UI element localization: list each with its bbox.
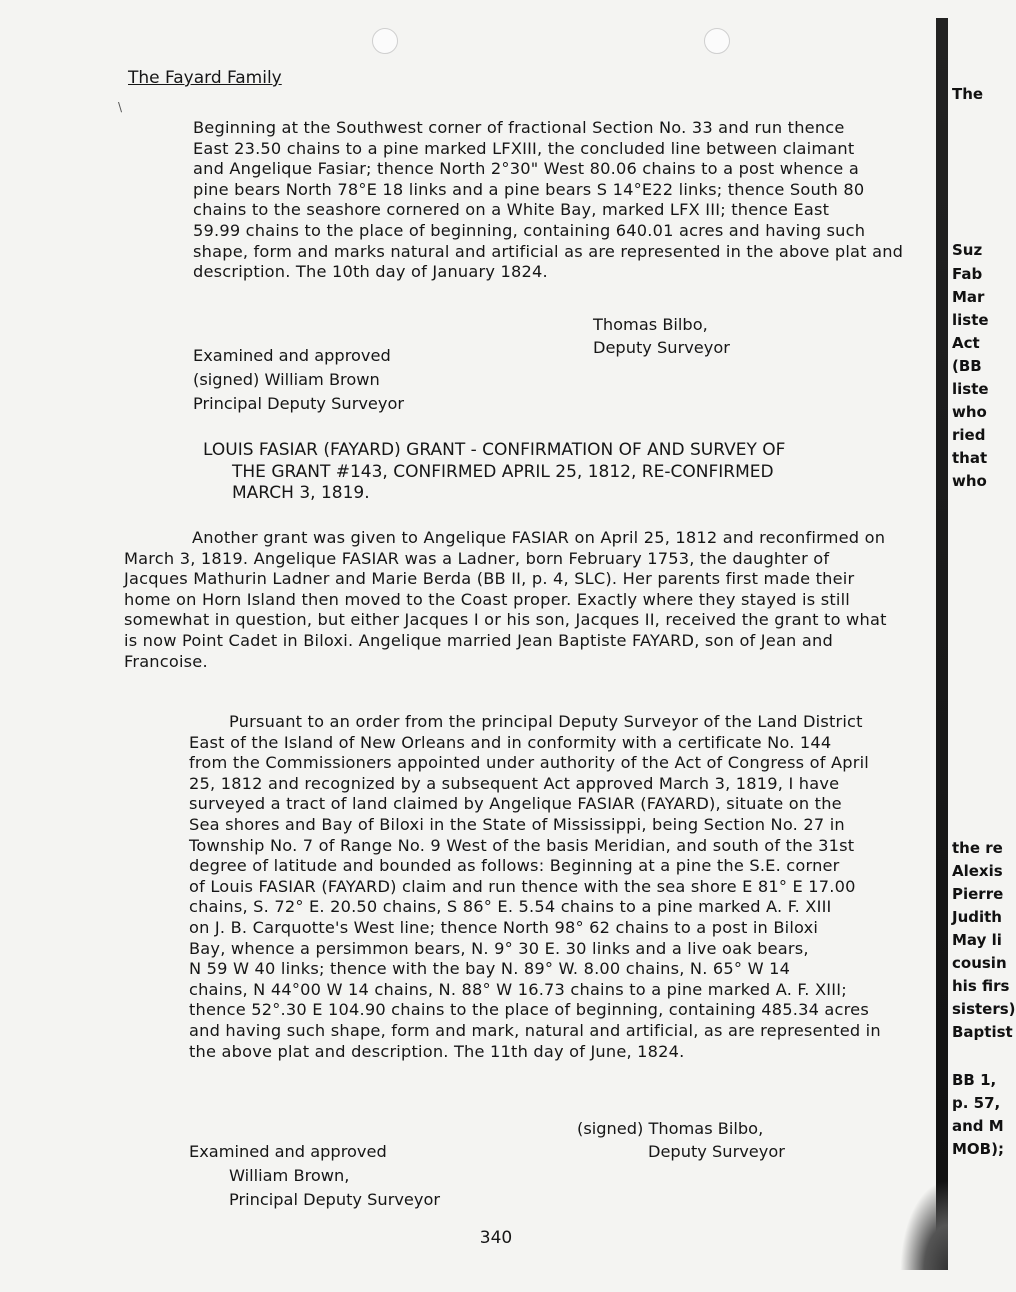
punch-hole: [704, 28, 730, 54]
page-number: 340: [479, 1228, 513, 1248]
text-line: chains, S. 72° E. 20.50 chains, S 86° E. 5.54 chains to a pine marked A. F. XIII: [189, 897, 832, 917]
text-line: shape, form and marks natural and artificial as are represented in the above plat and: [193, 241, 904, 261]
heading-line: MARCH 3, 1819.: [232, 483, 370, 503]
adjacent-page-text: the re: [952, 839, 1003, 857]
adjacent-page-text: Fab: [952, 265, 983, 283]
heading-line: THE GRANT #143, CONFIRMED APRIL 25, 1812, RE-CONFIRMED: [232, 461, 774, 482]
text-line: Sea shores and Bay of Biloxi in the State of Mississippi, being Section No. 27 in: [189, 814, 845, 834]
text-line: March 3, 1819. Angelique FASIAR was a Ladner, born February 1753, the daughter of: [124, 548, 830, 568]
narrative-paragraph: [124, 528, 887, 672]
running-header: The Fayard Family: [128, 68, 282, 88]
adjacent-page-text: Mar: [952, 288, 985, 306]
survey-paragraph-1: [193, 118, 903, 283]
signed-surveyor: (signed) Thomas Bilbo,: [577, 1119, 764, 1138]
text-line: 59.99 chains to the place of beginning, containing 640.01 acres and having such: [193, 220, 866, 240]
surveyor-title: Deputy Surveyor: [648, 1142, 785, 1161]
text-line: on J. B. Carquotte's West line; thence North 98° 62 chains to a post in Biloxi: [189, 917, 819, 937]
adjacent-page-text: who: [952, 472, 987, 490]
adjacent-page-text: liste: [952, 380, 989, 398]
punch-hole: [372, 28, 398, 54]
adjacent-page-text: and M: [952, 1117, 1004, 1135]
text-line: and Angelique Fasiar; thence North 2°30" West 80.06 chains to a post whence a: [193, 159, 859, 179]
text-line: Township No. 7 of Range No. 9 West of the basis Meridian, and south of the 31st: [189, 835, 855, 855]
adjacent-page-text: Suz: [952, 241, 983, 259]
binding-shadow: [936, 18, 948, 1268]
text-line: Beginning at the Southwest corner of fractional Section No. 33 and run thence: [193, 118, 845, 137]
text-line: surveyed a tract of land claimed by Angelique FASIAR (FAYARD), situate on the: [189, 794, 842, 814]
adjacent-page-text: (BB: [952, 357, 982, 375]
stray-mark: \: [118, 100, 123, 114]
approver-title: Principal Deputy Surveyor: [229, 1190, 441, 1209]
text-line: N 59 W 40 links; thence with the bay N. 89° W. 8.00 chains, N. 65° W 14: [189, 959, 791, 979]
adjacent-page-text: that: [952, 449, 988, 467]
text-line: is now Point Cadet in Biloxi. Angelique married Jean Baptiste FAYARD, son of Jean and: [124, 630, 833, 650]
text-line: Bay, whence a persimmon bears, N. 9° 30 E. 30 links and a live oak bears,: [189, 938, 809, 958]
text-line: Another grant was given to Angelique FASIAR on April 25, 1812 and reconfirmed on: [192, 528, 886, 547]
adjacent-page-text: who: [952, 403, 987, 421]
text-line: East 23.50 chains to a pine marked LFXIII, the concluded line between claimant: [193, 138, 855, 158]
adjacent-page-text: Act: [952, 334, 980, 352]
surveyor-title: Deputy Surveyor: [593, 338, 730, 357]
section-heading: [203, 440, 785, 505]
text-line: chains, N 44°00 W 14 chains, N. 88° W 16.73 chains to a pine marked A. F. XIII;: [189, 979, 847, 999]
adjacent-page-text: p. 57,: [952, 1094, 1001, 1112]
signed-approver: (signed) William Brown: [193, 370, 380, 389]
text-line: Jacques Mathurin Ladner and Marie Berda (BB II, p. 4, SLC). Her parents first made their: [124, 569, 855, 589]
text-line: Pursuant to an order from the principal Deputy Surveyor of the Land District: [229, 712, 863, 731]
text-line: degree of latitude and bounded as follows: Beginning at a pine the S.E. corner: [189, 856, 840, 876]
adjacent-page-text: Baptist: [952, 1023, 1013, 1041]
adjacent-page-text: BB 1,: [952, 1071, 997, 1089]
text-line: home on Horn Island then moved to the Coast proper. Exactly where they stayed is still: [124, 589, 850, 609]
text-line: 25, 1812 and recognized by a subsequent Act approved March 3, 1819, I have: [189, 773, 840, 793]
survey-paragraph-2: [189, 712, 881, 1062]
approver-title: Principal Deputy Surveyor: [193, 394, 405, 413]
text-line: somewhat in question, but either Jacques I or his son, Jacques II, received the grant to what: [124, 610, 887, 630]
examined-label: Examined and approved: [189, 1142, 387, 1161]
text-line: of Louis FASIAR (FAYARD) claim and run thence with the sea shore E 81° E 17.00: [189, 876, 856, 896]
adjacent-page-text: Alexis: [952, 862, 1003, 880]
adjacent-page-text: ried: [952, 426, 986, 444]
text-line: from the Commissioners appointed under authority of the Act of Congress of April: [189, 753, 869, 773]
surveyor-name: Thomas Bilbo,: [593, 315, 708, 334]
adjacent-page-text: cousin: [952, 954, 1007, 972]
adjacent-page-text: MOB);: [952, 1140, 1004, 1158]
adjacent-page-text: May li: [952, 931, 1002, 949]
text-line: pine bears North 78°E 18 links and a pine bears S 14°E22 links; thence South 80: [193, 179, 865, 199]
approver-name: William Brown,: [229, 1166, 350, 1185]
text-line: the above plat and description. The 11th day of June, 1824.: [189, 1041, 685, 1061]
text-line: Francoise.: [124, 651, 208, 671]
text-line: and having such shape, form and mark, natural and artificial, as are represented in: [189, 1020, 881, 1040]
binding-shadow: [900, 1180, 948, 1270]
examined-label: Examined and approved: [193, 346, 391, 365]
adjacent-page-text: Judith: [952, 908, 1002, 926]
heading-line: LOUIS FASIAR (FAYARD) GRANT - CONFIRMATION OF AND SURVEY OF: [203, 440, 786, 460]
adjacent-page-text: his firs: [952, 977, 1010, 995]
text-line: chains to the seashore cornered on a White Bay, marked LFX III; thence East: [193, 200, 830, 220]
adjacent-page-text: Pierre: [952, 885, 1004, 903]
text-line: East of the Island of New Orleans and in conformity with a certificate No. 144: [189, 732, 832, 752]
text-line: description. The 10th day of January 1824.: [193, 262, 548, 282]
text-line: thence 52°.30 E 104.90 chains to the place of beginning, containing 485.34 acres: [189, 1000, 869, 1020]
adjacent-page-text: liste: [952, 311, 989, 329]
adjacent-page-text: sisters): [952, 1000, 1016, 1018]
adjacent-page-text: The: [952, 85, 984, 103]
